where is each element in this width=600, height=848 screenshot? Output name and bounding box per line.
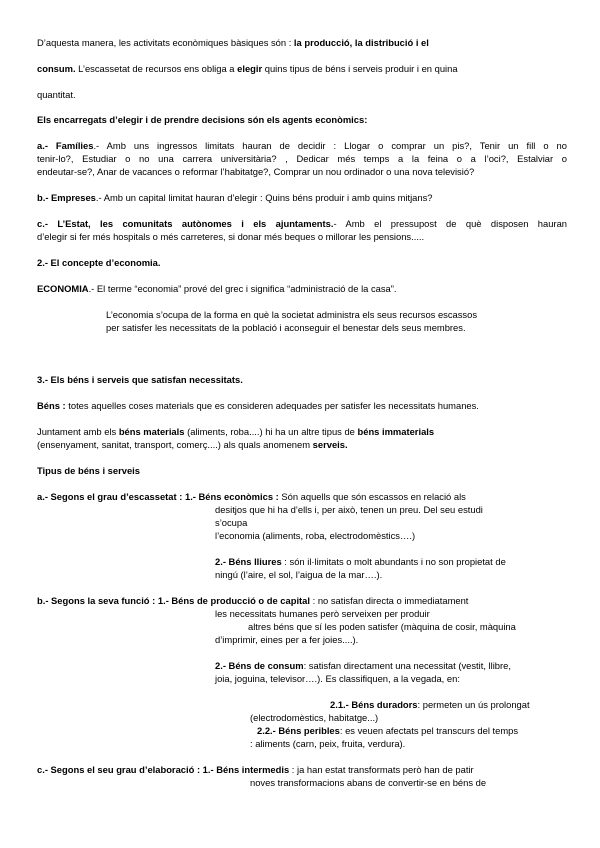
agent-label: c.- L’Estat, les comunitats autònomes i els ajuntaments. <box>37 218 334 229</box>
type-sublabel: 2.- Béns lliures <box>215 556 282 567</box>
concept-text: .- El terme “economia” prové del grec i significa “administració de la casa”. <box>88 283 397 294</box>
goods-heading-text: 3.- Els béns i serveis que satisfan necessitats. <box>37 374 243 385</box>
goods-text: Juntament amb els <box>37 426 119 437</box>
goods-material-line-2 <box>37 439 348 451</box>
type-text: : es veuen afectats pel transcurs del temps <box>339 725 519 736</box>
goods-label: Béns : <box>37 400 66 411</box>
type-text: : no satisfan directa o immediatament <box>310 595 469 606</box>
types-a-line-1 <box>37 491 466 503</box>
concept-label: ECONOMIA <box>37 283 89 294</box>
type-text: Són aquells que són escassos en relació als <box>278 491 466 502</box>
types-a1-line-3: s’ocupa <box>215 517 248 528</box>
agents-a-line-2: tenir-lo?, Estudiar o no una carrera universitària? , Dedicar més temps a la feina o a l’oci?, Estalviar o <box>37 153 567 164</box>
types-a1-line-4: l’economia (aliments, roba, electrodomèstics….) <box>215 530 416 541</box>
agents-c-line-2: d’elegir si fer més hospitals o més carreteres, si donar més beques o millorar les pensions..... <box>37 231 425 242</box>
agents-c-line-1 <box>37 218 567 230</box>
types-b22-line-1 <box>257 725 518 737</box>
goods-text: (aliments, roba....) hi ha un altre tipus de <box>184 426 358 437</box>
types-heading <box>37 465 140 477</box>
concept-heading <box>37 257 160 269</box>
types-heading-text: Tipus de béns i serveis <box>37 465 140 476</box>
type-label: a.- Segons el grau d’escassetat : <box>37 491 183 502</box>
types-b1-line-3: altres béns que sí les poden satisfer (màquina de cosir, màquina <box>248 621 516 632</box>
types-b2-line-2: joia, joguina, televisor….). Es classifiquen, a la vegada, en: <box>215 673 460 684</box>
type-label: c.- Segons el seu grau d’elaboració : <box>37 764 201 775</box>
type-sublabel: 2.1.- Béns duradors <box>330 699 418 710</box>
types-b22-line-2: : aliments (carn, peix, fruita, verdura). <box>250 738 406 749</box>
agents-b-line-1 <box>37 192 433 204</box>
types-b1-line-4: d’imprimir, eines per a fer joies....). <box>215 634 359 645</box>
types-a2-line-1 <box>215 556 506 568</box>
types-b2-line-1 <box>215 660 511 672</box>
types-c-line-1 <box>37 764 474 776</box>
agents-heading <box>37 114 367 126</box>
goods-text: totes aquelles coses materials que es consideren adequades per satisfer les necessitats humanes. <box>65 400 479 411</box>
concept-line-1 <box>37 283 397 295</box>
types-a1-line-2: desitjos que hi ha d’ells i, per això, tenen un preu. Del seu estudi <box>215 504 483 515</box>
types-c1-line-2: noves transformacions abans de convertir-se en béns de <box>250 777 487 788</box>
type-sublabel: 2.- Béns de consum <box>215 660 304 671</box>
type-sublabel: 1.- Béns intermedis <box>200 764 290 775</box>
intro-emphasis: la producció, la distribució i el <box>293 37 429 48</box>
concept-definition-1: L’economia s’ocupa de la forma en què la societat administra els seus recursos escassos <box>106 309 478 320</box>
agents-a-line-3: endeutar-se?, Anar de vacances o reformar l’habitatge?, Comprar un nou ordinador o una nova televisió? <box>37 166 475 177</box>
types-b21-line-2: (electrodomèstics, habitatge...) <box>250 712 379 723</box>
types-b-line-1 <box>37 595 468 607</box>
concept-heading-text: 2.- El concepte d’economia. <box>37 257 161 268</box>
types-b21-line-1 <box>330 699 530 711</box>
goods-material-line-1 <box>37 426 434 438</box>
agent-label: a.- Famílies <box>37 140 94 151</box>
intro-line-1 <box>37 37 429 49</box>
type-text: : ja han estat transformats però han de patir <box>289 764 474 775</box>
agent-text: .- Amb uns ingressos limitats hauran de decidir : Llogar o comprar un pis?, Tenir un fill o no <box>93 140 567 151</box>
intro-emphasis: elegir <box>237 63 263 74</box>
type-label: b.- Segons la seva funció : <box>37 595 156 606</box>
type-sublabel: 1.- Béns econòmics : <box>182 491 279 502</box>
concept-definition-2: per satisfer les necessitats de la població i aconseguir el benestar dels seus membres. <box>106 322 466 333</box>
agent-text: .- Amb un capital limitat hauran d’elegir : Quins béns produir i amb quins mitjans? <box>95 192 433 203</box>
agents-heading-text: Els encarregats d’elegir i de prendre decisions són els agents econòmics: <box>37 114 368 125</box>
intro-text: quins tipus de béns i serveis produir i en quina <box>262 63 458 74</box>
agent-label: b.- Empreses <box>37 192 96 203</box>
intro-text: D’aquesta manera, les activitats econòmiques bàsiques són : <box>37 37 294 48</box>
goods-definition <box>37 400 479 412</box>
agents-a-line-1 <box>37 140 567 152</box>
agent-text: - Amb el pressupost de què disposen hauran <box>333 218 567 229</box>
type-text: : són il·limitats o molt abundants i no son propietat de <box>281 556 506 567</box>
type-text: : satisfan directament una necessitat (vestit, llibre, <box>303 660 511 671</box>
intro-line-3: quantitat. <box>37 89 76 100</box>
type-sublabel: 1.- Béns de producció o de capital <box>155 595 310 606</box>
intro-emphasis: consum. <box>37 63 76 74</box>
type-text: : permeten un ús prolongat <box>417 699 530 710</box>
goods-emphasis: béns immaterials <box>357 426 435 437</box>
type-sublabel: 2.2.- Béns peribles <box>257 725 340 736</box>
intro-text: L’escassetat de recursos ens obliga a <box>75 63 238 74</box>
goods-emphasis: béns materials <box>118 426 185 437</box>
types-a2-line-2: ningú (l’aire, el sol, l’aigua de la mar….). <box>215 569 383 580</box>
goods-text: (ensenyament, sanitat, transport, comerç....) als quals anomenem <box>37 439 313 450</box>
types-b1-line-2: les necessitats humanes però serveixen per produir <box>215 608 430 619</box>
intro-line-2 <box>37 63 458 75</box>
goods-heading <box>37 374 243 386</box>
goods-emphasis: serveis. <box>312 439 348 450</box>
